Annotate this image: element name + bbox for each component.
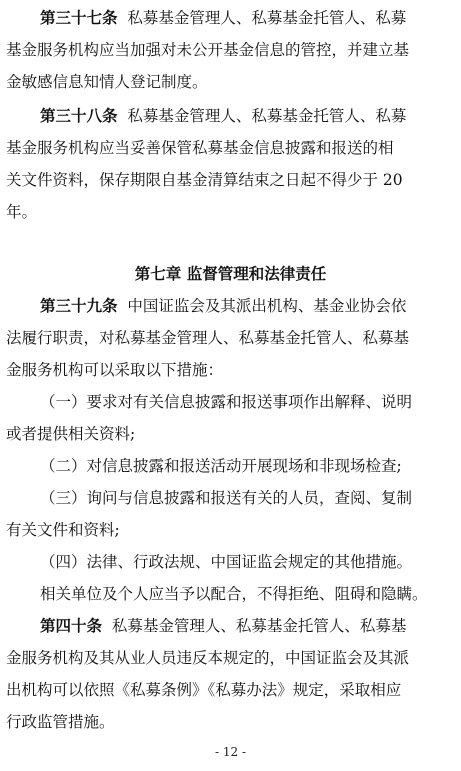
article-37-line-2: 基金服务机构应当加强对未公开基金信息的管控，并建立基 bbox=[6, 41, 410, 59]
article-40-line-1 bbox=[40, 616, 406, 636]
page-number: - 12 - bbox=[214, 745, 246, 759]
measure-2-line-1: （二）对信息披露和报送活动开展现场和非现场检查; bbox=[40, 457, 402, 475]
article-38-line-4: 年。 bbox=[6, 203, 38, 221]
measure-4-line-1: （四）法律、行政法规、中国证监会规定的其他措施。 bbox=[40, 553, 413, 571]
measure-1-line-1: （一）要求对有关信息披露和报送事项作出解释、说明 bbox=[40, 393, 413, 411]
article-37-text: 私募基金管理人、私募基金托管人、私募 bbox=[127, 9, 407, 27]
article-39-heading: 第三十九条 bbox=[40, 297, 118, 315]
article-37-line-3: 金敏感信息知情人登记制度。 bbox=[6, 73, 208, 91]
article-38-line-1 bbox=[40, 106, 406, 126]
article-40-line-4: 行政监管措施。 bbox=[6, 713, 115, 731]
measure-3-line-1: （三）询问与信息披露和报送有关的人员，查阅、复制 bbox=[40, 489, 413, 507]
article-40-heading: 第四十条 bbox=[40, 617, 103, 635]
article-40-line-2: 金服务机构及其从业人员违反本规定的，中国证监会及其派 bbox=[6, 649, 410, 667]
article-38-text: 私募基金管理人、私募基金托管人、私募 bbox=[127, 107, 407, 125]
chapter-heading: 第七章 监督管理和法律责任 bbox=[134, 265, 327, 283]
article-38-heading: 第三十八条 bbox=[40, 107, 118, 125]
article-40-line-3: 出机构可以依照《私募条例》《私募办法》规定，采取相应 bbox=[6, 681, 402, 699]
cooperation-clause: 相关单位及个人应当予以配合，不得拒绝、阻碍和隐瞒。 bbox=[40, 585, 428, 603]
measure-1-line-2: 或者提供相关资料; bbox=[6, 425, 136, 443]
article-37-line-1 bbox=[40, 8, 406, 28]
article-39-text: 中国证监会及其派出机构、基金业协会依 bbox=[127, 297, 407, 315]
article-38-line-2: 基金服务机构应当妥善保管私募基金信息披露和报送的相 bbox=[6, 139, 394, 157]
article-40-text: 私募基金管理人、私募基金托管人、私募基 bbox=[111, 617, 407, 635]
article-39-line-1 bbox=[40, 296, 406, 316]
article-37-heading: 第三十七条 bbox=[40, 9, 118, 27]
article-38-line-3: 关文件资料，保存期限自基金清算结束之日起不得少于 20 bbox=[6, 171, 403, 189]
measure-3-line-2: 有关文件和资料; bbox=[6, 521, 120, 539]
article-39-line-3: 金服务机构可以采取以下措施： bbox=[6, 361, 224, 379]
article-39-line-2: 法履行职责，对私募基金管理人、私募基金托管人、私募基 bbox=[6, 329, 410, 347]
